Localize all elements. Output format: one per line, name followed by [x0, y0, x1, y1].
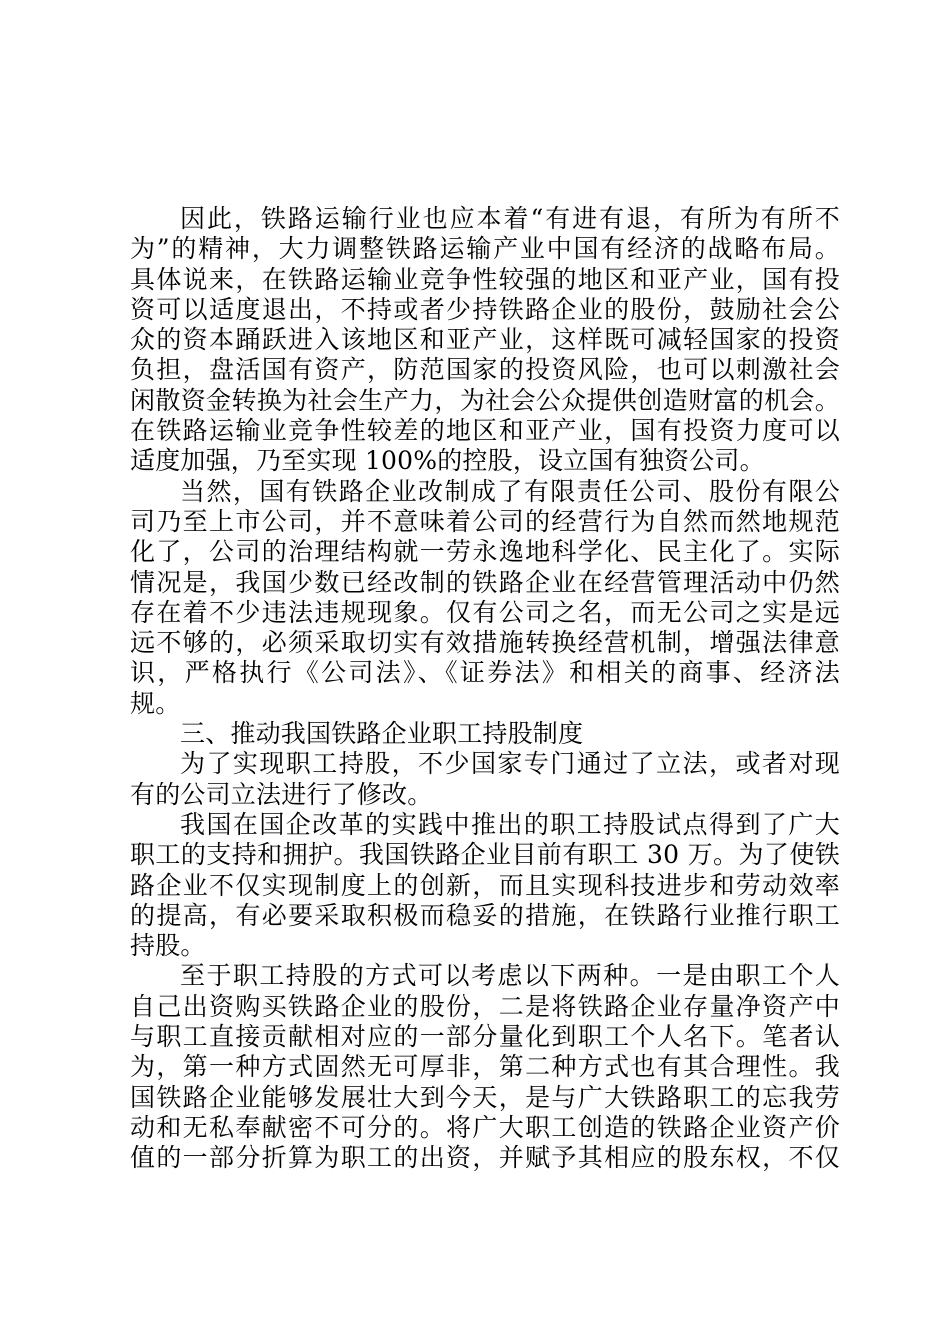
section-heading: [130, 719, 840, 749]
text-line: 动和无私奉献密不可分的。将广大职工创造的铁路企业资产价: [130, 1112, 840, 1142]
text-line: 路企业不仅实现制度上的创新，而且实现科技进步和劳动效率: [130, 870, 840, 900]
paragraph-2: [130, 477, 840, 719]
text-line: 资可以适度退出，不持或者少持铁路企业的股份，鼓励社会公: [130, 294, 840, 324]
text-line: 存在着不少违法违规现象。仅有公司之名，而无公司之实是远: [130, 597, 840, 627]
text-line: 与职工直接贡献相对应的一部分量化到职工个人名下。笔者认: [130, 1022, 840, 1052]
paragraph-3: [130, 749, 840, 810]
document-body: [130, 204, 840, 1174]
text-line: 适度加强，乃至实现 100%的控股，设立国有独资公司。: [130, 446, 765, 476]
text-line: 化了，公司的治理结构就一劳永逸地科学化、民主化了。实际: [130, 537, 840, 567]
text-line: 情况是，我国少数已经改制的铁路企业在经营管理活动中仍然: [130, 567, 840, 597]
text-line: 远不够的，必须采取切实有效措施转换经营机制，增强法律意: [130, 628, 840, 658]
text-line: 负担，盘活国有资产，防范国家的投资风险，也可以刺激社会: [130, 355, 840, 385]
text-line: 具体说来，在铁路运输业竞争性较强的地区和亚产业，国有投: [130, 264, 840, 294]
paragraph-5: [130, 961, 840, 1173]
heading-text: 三、推动我国铁路企业职工持股制度: [180, 719, 584, 749]
text-line: 值的一部分折算为职工的出资，并赋予其相应的股东权，不仅: [130, 1143, 840, 1173]
text-line: 在铁路运输业竞争性较差的地区和亚产业，国有投资力度可以: [130, 416, 840, 446]
text-line: 有的公司立法进行了修改。: [130, 779, 433, 809]
text-line: 职工的支持和拥护。我国铁路企业目前有职工 30 万。为了使铁: [130, 840, 840, 870]
paragraph-1: [130, 204, 840, 477]
text-line: 至于职工持股的方式可以考虑以下两种。一是由职工个人: [180, 961, 840, 991]
text-line: 规。: [130, 688, 181, 718]
text-line: 闲散资金转换为社会生产力，为社会公众提供创造财富的机会。: [130, 385, 840, 415]
text-line: 当然，国有铁路企业改制成了有限责任公司、股份有限公: [180, 476, 840, 506]
text-line: 国铁路企业能够发展壮大到今天，是与广大铁路职工的忘我劳: [130, 1082, 840, 1112]
text-line: 的提高，有必要采取积极而稳妥的措施，在铁路行业推行职工: [130, 900, 840, 930]
text-line: 为”的精神，大力调整铁路运输产业中国有经济的战略布局。: [130, 234, 840, 264]
text-line: 众的资本踊跃进入该地区和亚产业，这样既可减轻国家的投资: [130, 325, 840, 355]
text-line: 为了实现职工持股，不少国家专门通过了立法，或者对现: [180, 749, 840, 779]
paragraph-4: [130, 810, 840, 961]
text-line: 司乃至上市公司，并不意味着公司的经营行为自然而然地规范: [130, 506, 840, 536]
text-line: 识，严格执行《公司法》、《证券法》和相关的商事、经济法: [130, 658, 840, 688]
text-line: 自己出资购买铁路企业的股份，二是将铁路企业存量净资产中: [130, 991, 840, 1021]
text-line: 因此，铁路运输行业也应本着“有进有退，有所为有所不: [180, 204, 840, 233]
text-line: 我国在国企改革的实践中推出的职工持股试点得到了广大: [180, 809, 840, 839]
text-line: 为，第一种方式固然无可厚非，第二种方式也有其合理性。我: [130, 1052, 840, 1082]
text-line: 持股。: [130, 931, 206, 961]
